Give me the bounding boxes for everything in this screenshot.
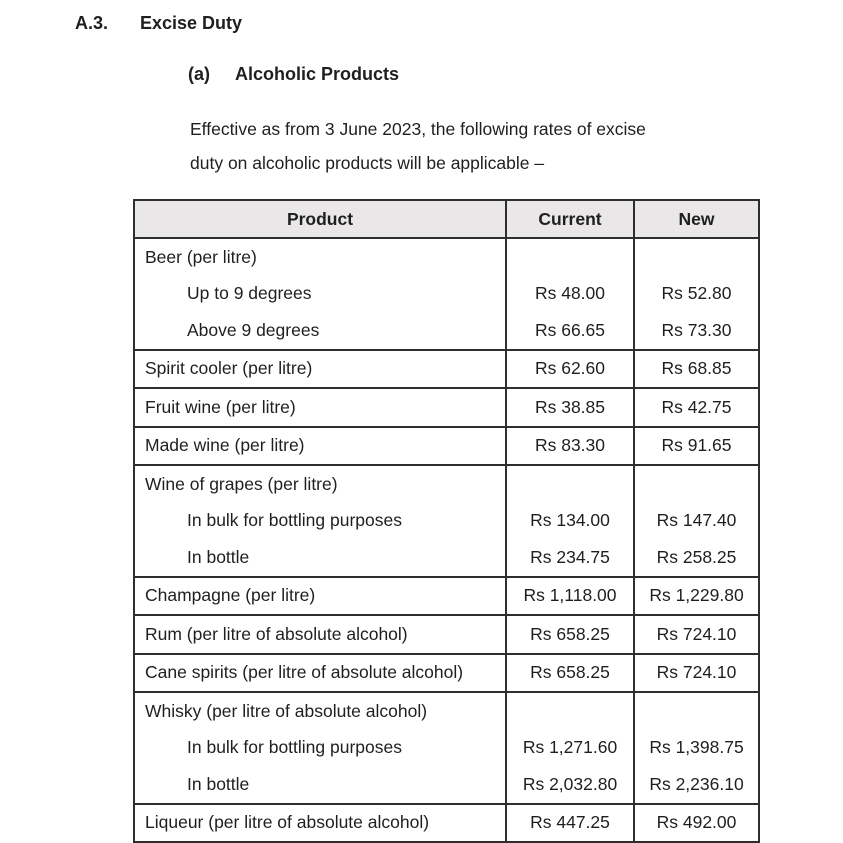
product-cell: Beer (per litre) (145, 246, 257, 267)
new-value-cell: Rs 68.85 (634, 350, 759, 389)
table-group (134, 692, 759, 804)
table-row (134, 615, 759, 654)
current-value-cell: Rs 134.00 (506, 503, 634, 540)
table-group (134, 388, 759, 427)
section-heading (75, 13, 242, 34)
table-row (134, 312, 759, 350)
col-header-new: New (634, 200, 759, 238)
new-value-cell (634, 692, 759, 730)
intro-paragraph-line-1: Effective as from 3 June 2023, the following rates of excise (190, 119, 646, 139)
product-cell: In bulk for bottling purposes (187, 737, 402, 758)
table-row (134, 654, 759, 693)
current-value-cell: Rs 1,271.60 (506, 730, 634, 767)
current-value-cell: Rs 48.00 (506, 276, 634, 313)
new-value-cell (634, 238, 759, 276)
new-value-cell: Rs 724.10 (634, 654, 759, 693)
table-group (134, 427, 759, 466)
new-value-cell: Rs 52.80 (634, 276, 759, 313)
current-value-cell: Rs 2,032.80 (506, 766, 634, 804)
product-cell: Made wine (per litre) (134, 427, 506, 466)
table-row (134, 276, 759, 313)
current-value-cell: Rs 62.60 (506, 350, 634, 389)
product-cell: Champagne (per litre) (134, 577, 506, 616)
new-value-cell: Rs 2,236.10 (634, 766, 759, 804)
col-header-current: Current (506, 200, 634, 238)
section-number: A.3. (75, 13, 109, 33)
product-cell: Up to 9 degrees (187, 283, 312, 304)
section-title: Excise Duty (140, 13, 243, 33)
product-cell: Spirit cooler (per litre) (134, 350, 506, 389)
current-value-cell (506, 692, 634, 730)
table-row (134, 804, 759, 843)
table-row (134, 388, 759, 427)
new-value-cell: Rs 258.25 (634, 539, 759, 577)
new-value-cell: Rs 147.40 (634, 503, 759, 540)
current-value-cell: Rs 447.25 (506, 804, 634, 843)
current-value-cell: Rs 66.65 (506, 312, 634, 350)
new-value-cell: Rs 91.65 (634, 427, 759, 466)
product-cell: Rum (per litre of absolute alcohol) (134, 615, 506, 654)
new-value-cell: Rs 492.00 (634, 804, 759, 843)
table-row (134, 503, 759, 540)
product-cell: In bottle (134, 766, 506, 804)
new-value-cell: Rs 42.75 (634, 388, 759, 427)
table-row (134, 238, 759, 276)
new-value-cell: Rs 1,229.80 (634, 577, 759, 616)
product-cell: Cane spirits (per litre of absolute alcohol) (134, 654, 506, 693)
product-cell: Above 9 degrees (134, 312, 506, 350)
subsection-number: (a) (188, 64, 210, 84)
current-value-cell: Rs 38.85 (506, 388, 634, 427)
current-value-cell: Rs 1,118.00 (506, 577, 634, 616)
table-group (134, 615, 759, 654)
intro-paragraph-line-2: duty on alcoholic products will be applicable – (190, 153, 545, 173)
new-value-cell: Rs 724.10 (634, 615, 759, 654)
table-row (134, 427, 759, 466)
table-row (134, 692, 759, 730)
table-row (134, 465, 759, 503)
current-value-cell: Rs 234.75 (506, 539, 634, 577)
table-group (134, 238, 759, 350)
product-cell: In bottle (134, 539, 506, 577)
new-value-cell: Rs 1,398.75 (634, 730, 759, 767)
table-group (134, 804, 759, 843)
excise-duty-table (133, 199, 760, 843)
product-cell: Fruit wine (per litre) (134, 388, 506, 427)
current-value-cell: Rs 658.25 (506, 654, 634, 693)
table-row (134, 539, 759, 577)
table-group (134, 654, 759, 693)
table-group (134, 350, 759, 389)
current-value-cell (506, 238, 634, 276)
col-header-product: Product (134, 200, 506, 238)
current-value-cell: Rs 83.30 (506, 427, 634, 466)
current-value-cell: Rs 658.25 (506, 615, 634, 654)
table-group (134, 465, 759, 577)
product-cell: In bulk for bottling purposes (187, 510, 402, 531)
table-row (134, 577, 759, 616)
table-group (134, 577, 759, 616)
subsection-heading (188, 64, 399, 85)
intro-paragraph (190, 112, 730, 180)
subsection-title: Alcoholic Products (235, 64, 400, 84)
new-value-cell: Rs 73.30 (634, 312, 759, 350)
product-cell: Liqueur (per litre of absolute alcohol) (134, 804, 506, 843)
table-row (134, 766, 759, 804)
table-row (134, 730, 759, 767)
product-cell: Whisky (per litre of absolute alcohol) (145, 700, 428, 721)
table-header-row (134, 200, 759, 238)
table-row (134, 350, 759, 389)
product-cell: Wine of grapes (per litre) (145, 473, 338, 494)
new-value-cell (634, 465, 759, 503)
current-value-cell (506, 465, 634, 503)
